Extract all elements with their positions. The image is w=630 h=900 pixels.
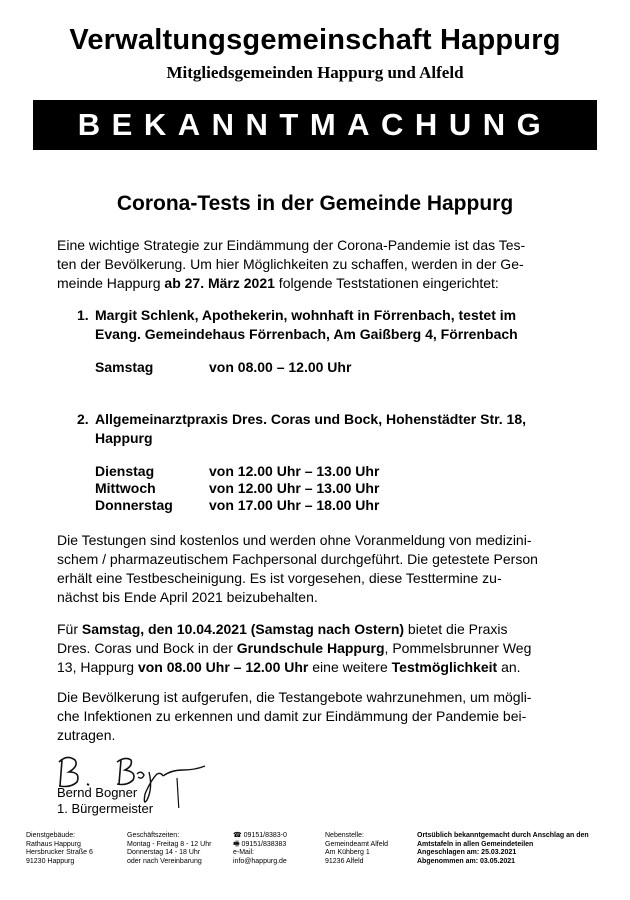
station-line: Happurg — [95, 430, 153, 446]
start-date: ab 27. März 2021 — [164, 275, 275, 291]
intro-line: meinde Happurg ab 27. März 2021 folgende Teststationen eingerichtet: — [57, 275, 499, 291]
appeal-paragraph — [57, 688, 577, 745]
special-line: Für Samstag, den 10.04.2021 (Samstag nach Ostern) bietet die Praxis — [57, 621, 508, 637]
info-paragraph — [57, 531, 577, 607]
station-number: 2. — [77, 411, 89, 427]
document-title: Corona-Tests in der Gemeinde Happurg — [116, 192, 514, 215]
intro-line: ten der Bevölkerung. Um hier Möglichkeiten zu schaffen, werden in der Ge- — [57, 256, 524, 272]
info-line: erhält eine Testbescheinigung. Es ist vorgesehen, diese Testtermine zu- — [57, 570, 502, 586]
station-line: Margit Schlenk, Apothekerin, wohnhaft in Förrenbach, testet im — [95, 307, 517, 323]
special-line: 13, Happurg von 08.00 Uhr – 12.00 Uhr eine weitere Testmöglichkeit an. — [57, 659, 521, 675]
footer-posting-notice: Ortsüblich bekanntgemacht durch Anschlag an den Amtstafeln in allen Gemeindeteilen Angeschlagen am: 25.03.2021 Abgenommen am: 03.05.2021 — [417, 832, 589, 865]
intro-paragraph — [57, 236, 577, 293]
footer-contact: ☎ 09151/8383-0 🖷 09151/838383 e-Mail: info@happurg.de — [233, 832, 287, 865]
appeal-line: che Infektionen zu erkennen und damit zur Eindämmung der Pandemie bei- — [57, 708, 527, 724]
org-title: Verwaltungsgemeinschaft Happurg — [69, 24, 561, 56]
footer-office: Dienstgebäude: Rathaus Happurg Hersbrucker Straße 6 91230 Happurg — [26, 832, 93, 865]
member-municipalities: Mitgliedsgemeinden Happurg und Alfeld — [166, 63, 464, 82]
signer-role: 1. Bürgermeister — [57, 801, 154, 816]
schedule-day: Donnerstag — [95, 497, 173, 513]
station-line: Allgemeinarztpraxis Dres. Coras und Bock, Hohenstädter Str. 18, — [95, 411, 527, 427]
special-line: Dres. Coras und Bock in der Grundschule Happurg, Pommelsbrunner Weg — [57, 640, 532, 656]
station-line: Evang. Gemeindehaus Förrenbach, Am Gaißberg 4, Förrenbach — [95, 326, 518, 342]
schedule-time: von 08.00 – 12.00 Uhr — [209, 359, 352, 375]
special-date-paragraph — [57, 620, 577, 677]
footer-hours: Geschäftszeiten: Montag - Freitag 8 - 12 Uhr Donnerstag 14 - 18 Uhr oder nach Vereinbarung — [127, 832, 212, 865]
announcement-banner: BEKANNTMACHUNG — [33, 100, 597, 150]
info-line: nächst bis Ende April 2021 beizubehalten. — [57, 589, 318, 605]
footer-branch: Nebenstelle: Gemeindeamt Alfeld Am Kühberg 1 91236 Alfeld — [325, 832, 389, 865]
info-line: schem / pharmazeutischem Fachpersonal durchgeführt. Die getestete Person — [57, 551, 538, 567]
schedule-day: Mittwoch — [95, 480, 156, 496]
schedule-day: Dienstag — [95, 463, 155, 479]
appeal-line: Die Bevölkerung ist aufgerufen, die Testangebote wahrzunehmen, um mögli- — [57, 689, 532, 705]
schedule-time: von 17.00 Uhr – 18.00 Uhr — [209, 497, 380, 513]
signer-name: Bernd Bogner — [57, 785, 138, 800]
schedule-time: von 12.00 Uhr – 13.00 Uhr — [209, 480, 380, 496]
appeal-line: zutragen. — [57, 727, 116, 743]
info-line: Die Testungen sind kostenlos und werden ohne Voranmeldung von medizini- — [57, 532, 532, 548]
schedule-time: von 12.00 Uhr – 13.00 Uhr — [209, 463, 380, 479]
signer-block — [57, 785, 153, 817]
station-number: 1. — [77, 307, 89, 323]
schedule-day: Samstag — [95, 359, 154, 375]
intro-line: Eine wichtige Strategie zur Eindämmung der Corona-Pandemie ist das Tes- — [57, 237, 526, 253]
